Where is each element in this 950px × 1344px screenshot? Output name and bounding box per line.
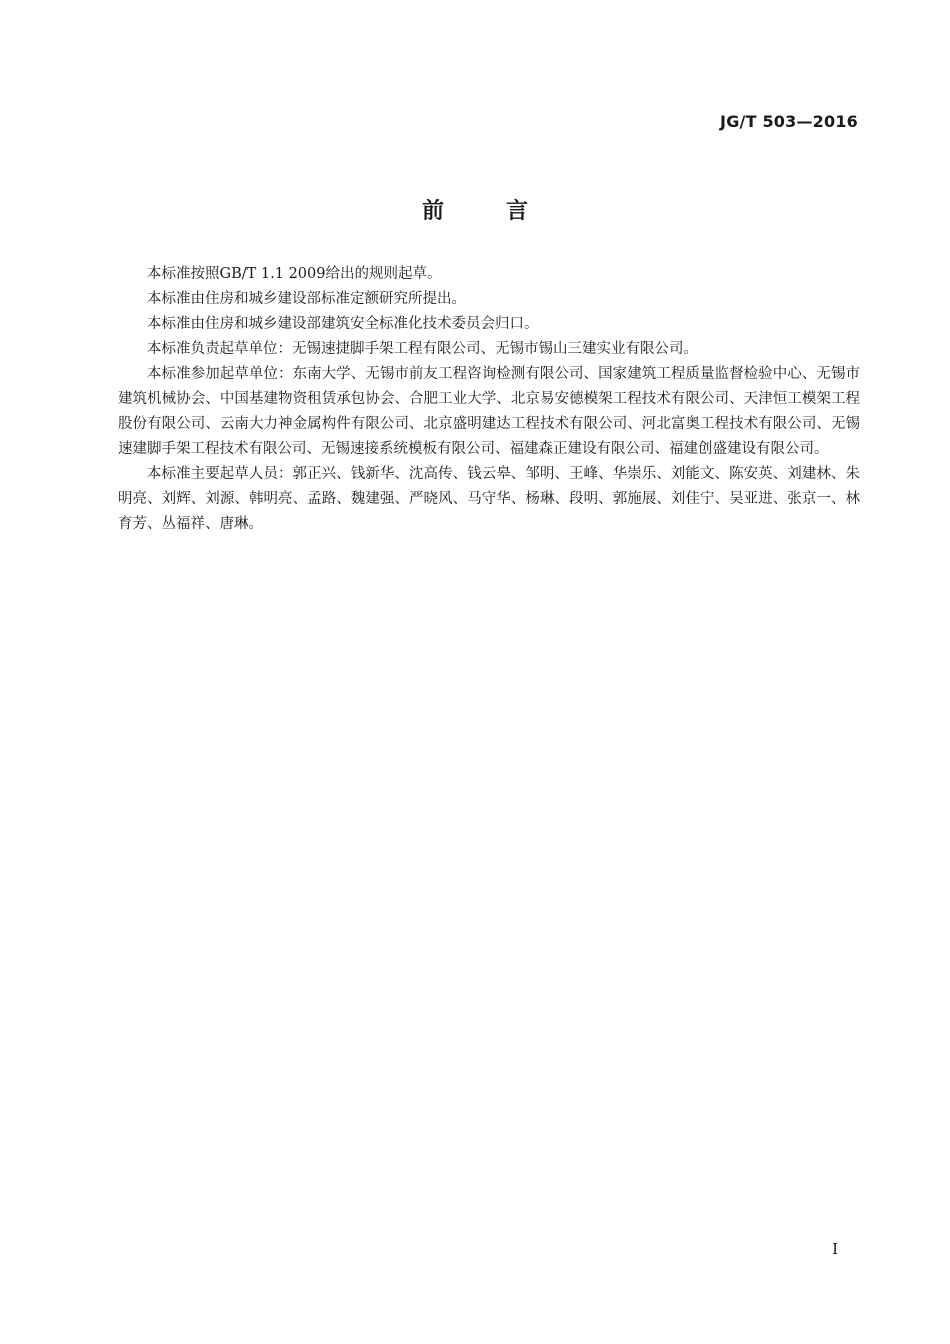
page-number: I [832, 1240, 838, 1258]
page-title: 前言 [421, 199, 590, 224]
paragraph-lead-drafters: 本标准负责起草单位：无锡速捷脚手架工程有限公司、无锡市锡山三建实业有限公司。 [147, 341, 698, 357]
paragraph-participating-units: 本标准参加起草单位：东南大学、无锡市前友工程咨询检测有限公司、国家建筑工程质量监督检验中心、无锡市建筑机械协会、中国基建物资租赁承包协会、合肥工业大学、北京易安德模架工程技术有限公司、天津恒工模架工程股份有限公司、云南大力神金属构件有限公司、北京盛明建达工程技术有限公司、河北富奥工程技术有限公司、无锡速建脚手架工程技术有限公司、无锡速接系统模板有限公司、福建森正建设有限公司、福建创盛建设有限公司。 [118, 366, 860, 457]
paragraph-proposer: 本标准由住房和城乡建设部标准定额研究所提出。 [147, 291, 466, 307]
standard-code: JG/T 503—2016 [720, 112, 858, 131]
paragraph-committee: 本标准由住房和城乡建设部建筑安全标准化技术委员会归口。 [147, 316, 539, 332]
foreword-body [118, 262, 860, 537]
paragraph-main-drafters: 本标准主要起草人员：郭正兴、钱新华、沈高传、钱云皋、邹明、王峰、华崇乐、刘能文、陈安英、刘建林、朱明亮、刘辉、刘源、韩明亮、孟路、魏建强、严晓风、马守华、杨琳、段明、郭施展、刘佳宁、吴亚进、张京一、林育芳、丛福祥、唐琳。 [118, 466, 860, 532]
paragraph-drafting-rules: 本标准按照GB/T 1.1 2009给出的规则起草。 [147, 266, 442, 282]
